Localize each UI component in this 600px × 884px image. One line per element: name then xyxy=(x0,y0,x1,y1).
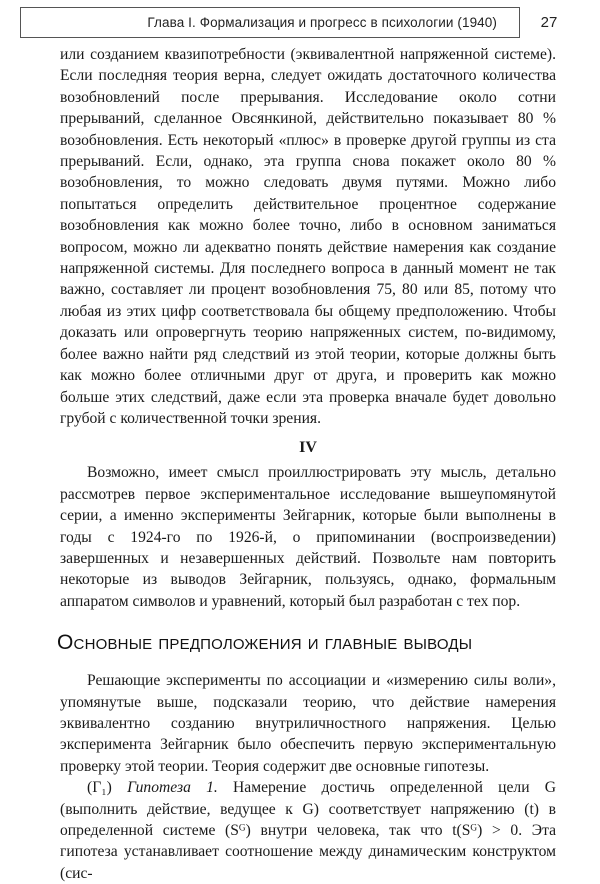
running-title: Глава I. Формализация и прогресс в психологии (1940) xyxy=(147,15,497,30)
running-header xyxy=(20,7,520,38)
hypothesis-text: Намерение достичь определенной цели G (выполнить действие, ведущее к G) соответствует напряжению (t) в определенной системе (Sᴳ) внутри человека, так что t(Sᴳ) > 0. Эта гипотеза устанавливает соотношение между динамическим конструктом (сис- xyxy=(60,779,557,882)
paragraph-theory: Решающие эксперименты по ассоциации и «измерению силы воли», упомянутые выше, подсказали теорию, что действие намерения эквивалентно созданию внутриличностного напряжения. Целью эксперимента Зейгарник было обеспечить первую экспериментальную проверку этой теории. Теория содержит две основные гипотезы. xyxy=(60,672,556,775)
hypothesis-number: (Г₁) xyxy=(87,779,112,797)
section-heading-text: Основные предположения и главные выводы xyxy=(57,631,473,655)
page-number: 27 xyxy=(540,14,558,31)
paragraph-continued: или созданием квазипотребности (эквивалентной напряженной системе). Если последняя теория верна, следует ожидать достаточного количества возобновлений после прерывания. Исследование около сотни прерываний, сделанное Овсянкиной, действительно показывает 80 % возобновления. Есть некоторый «плюс» в проверке другой группы из ста прерываний. Если, однако, эта группа снова покажет около 80 % возобновления, то можно следовать двумя путями. Можно либо попытаться определить действительное процентное содержание возобновления как можно более точно, либо в основном заниматься вопросом, можно ли адекватно понять действие намерения как создание напряженной системы. Для последнего вопроса в данный момент не так важно, составляет ли процент возобновления 75, 80 или 85, потому что любая из этих цифр соответствовала бы общему предположению. Чтобы доказать или опровергнуть теорию напряженных систем, по-видимому, более важно найти ряд следствий из этой теории, которые должны быть как можно более отличными друг от друга, и проверить как можно больше этих следствий, даже если эта проверка вначале будет довольно грубой с количественной точки зрения. xyxy=(60,46,556,427)
section-number: IV xyxy=(299,439,317,457)
paragraph-zeigarnik-intro: Возможно, имеет смысл проиллюстрировать эту мысль, детально рассмотрев первое экспериментальное исследование вышеупомянутой серии, а именно эксперименты Зейгарник, которые были выполнены в годы с 1924-го по 1926-й, о припоминании (воспроизведении) завершенных и незавершенных действий. Позвольте нам повторить некоторые из выводов Зейгарник, пользуясь, однако, формальным аппаратом символов и уравнений, который был разработан с тех пор. xyxy=(60,464,556,610)
hypothesis-label: Гипотеза 1. xyxy=(127,779,218,797)
section-heading xyxy=(57,630,556,656)
page-body xyxy=(57,44,557,884)
hypothesis-1 xyxy=(60,777,556,884)
